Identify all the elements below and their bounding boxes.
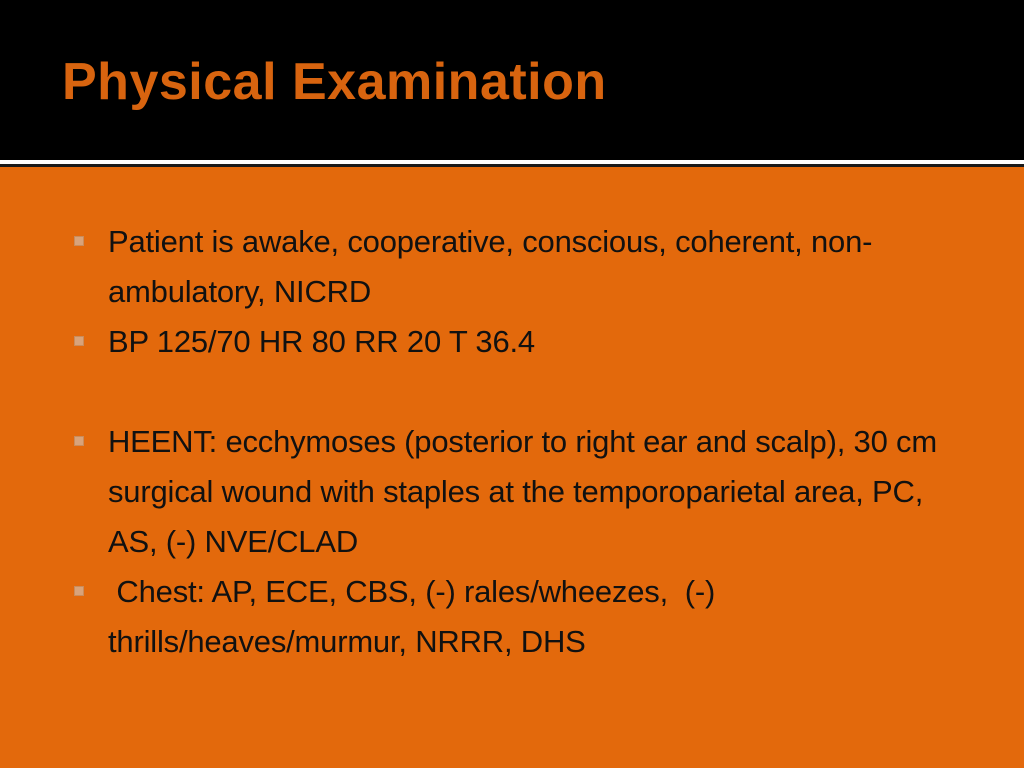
bullet-text: Patient is awake, cooperative, conscious, coherent, non-ambulatory, NICRD	[108, 224, 873, 309]
bullet-square-icon	[74, 336, 84, 346]
bullet-square-icon	[74, 586, 84, 596]
bullet-item-chest	[72, 567, 952, 667]
title-band	[0, 0, 1024, 160]
bullet-list	[72, 217, 952, 667]
bullet-text: HEENT: ecchymoses (posterior to right ear and scalp), 30 cm surgical wound with staples at the temporoparietal area, PC, AS, (-) NVE/CLAD	[108, 424, 937, 559]
bullet-item-vital-signs	[72, 317, 952, 367]
bullet-item-patient-status	[72, 217, 952, 317]
bullet-square-icon	[74, 236, 84, 246]
content-area	[0, 167, 1024, 768]
bullet-square-icon	[74, 436, 84, 446]
bullet-item-heent	[72, 417, 952, 567]
bullet-text: Chest: AP, ECE, CBS, (-) rales/wheezes, (-) thrills/heaves/murmur, NRRR, DHS	[108, 574, 724, 659]
slide-title: Physical Examination	[62, 53, 607, 111]
bullet-text: BP 125/70 HR 80 RR 20 T 36.4	[108, 324, 535, 359]
